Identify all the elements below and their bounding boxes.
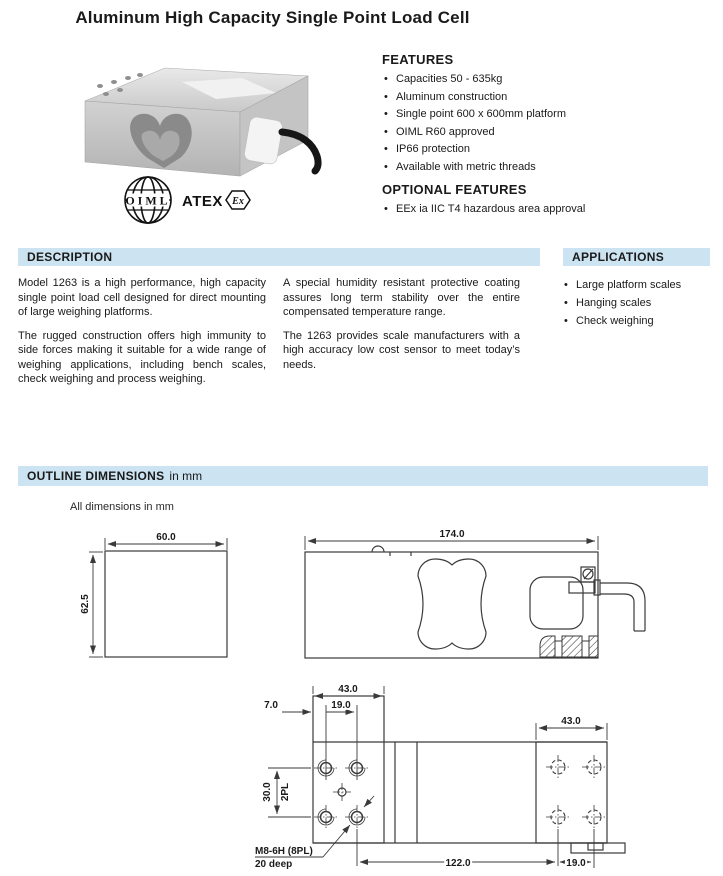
- description-column-2: [283, 276, 520, 381]
- feature-item: • Available with metric threads: [382, 159, 712, 177]
- description-column-1: [18, 276, 266, 396]
- optional-feature-item: • EEx ia IIC T4 hazardous area approval: [382, 201, 712, 219]
- side-view-drawing: [305, 536, 645, 658]
- application-item: • Hanging scales: [563, 294, 718, 312]
- features-heading: FEATURES: [382, 52, 454, 67]
- applications-section: [563, 276, 718, 330]
- product-photo: [70, 56, 328, 178]
- feature-item: • OIML R60 approved: [382, 124, 712, 142]
- dim-end-hole-offset: 19.0: [566, 858, 586, 869]
- svg-text:Ex: Ex: [232, 196, 244, 207]
- feature-item: • IP66 protection: [382, 141, 712, 159]
- application-item: • Check weighing: [563, 312, 718, 330]
- feature-item: • Capacities 50 - 635kg: [382, 71, 712, 89]
- dim-end-width: 60.0: [156, 532, 176, 543]
- outline-drawings: [0, 520, 723, 876]
- description-paragraph: Model 1263 is a high performance, high capacity single point load cell designed for direct mounting of large weighing platforms.: [18, 277, 266, 318]
- feature-item: • Single point 600 x 600mm platform: [382, 106, 712, 124]
- dim-side-length: 174.0: [439, 529, 465, 540]
- features-list: [382, 71, 712, 176]
- approval-logos: [120, 173, 255, 229]
- thread-note-line1: M8-6H (8PL): [255, 846, 313, 857]
- atex-text: ATEX: [182, 193, 223, 210]
- description-paragraph: The rugged construction offers high immunity to side forces making it suitable for a wide range of weighing applications, including bench scales, check weighing and process weighing.: [18, 329, 266, 385]
- description-paragraph: The 1263 provides scale manufacturers with a high accuracy low cost sensor to meet today’s needs.: [283, 329, 520, 371]
- applications-header: APPLICATIONS: [563, 248, 710, 266]
- dim-hole-pitch-y-note: 2PL: [280, 782, 291, 802]
- features-section: [382, 52, 712, 219]
- page-title: Aluminum High Capacity Single Point Load Cell: [75, 8, 470, 27]
- description-paragraph: A special humidity resistant protective coating assures long term stability over the entire compensated temperature range.: [283, 277, 520, 318]
- dim-hole-span: 122.0: [445, 858, 471, 869]
- atex-ex-icon: [226, 191, 250, 209]
- applications-list: [563, 276, 718, 330]
- bottom-view-drawing: [255, 686, 625, 868]
- optional-features-list: [382, 201, 712, 219]
- dim-end-height: 62.5: [80, 594, 91, 614]
- oiml-text: OIML: [125, 193, 171, 208]
- dim-left-block-width: 43.0: [338, 684, 358, 695]
- dim-hole-pitch-y: 30.0: [262, 782, 273, 802]
- dim-edge-offset: 7.0: [264, 700, 278, 711]
- thread-note-line2: 20 deep: [255, 859, 293, 870]
- outline-dimensions-header: [18, 466, 708, 486]
- dim-right-block-width: 43.0: [561, 716, 581, 727]
- dimensions-note: All dimensions in mm: [70, 501, 174, 513]
- dim-hole-pitch-x: 19.0: [331, 700, 351, 711]
- outline-heading: OUTLINE DIMENSIONS: [27, 469, 165, 483]
- application-item: • Large platform scales: [563, 276, 718, 294]
- optional-features-heading: OPTIONAL FEATURES: [382, 182, 527, 197]
- outline-heading-suffix: in mm: [169, 469, 203, 483]
- feature-item: • Aluminum construction: [382, 89, 712, 107]
- end-view-drawing: [89, 538, 227, 657]
- description-header: DESCRIPTION: [18, 248, 540, 266]
